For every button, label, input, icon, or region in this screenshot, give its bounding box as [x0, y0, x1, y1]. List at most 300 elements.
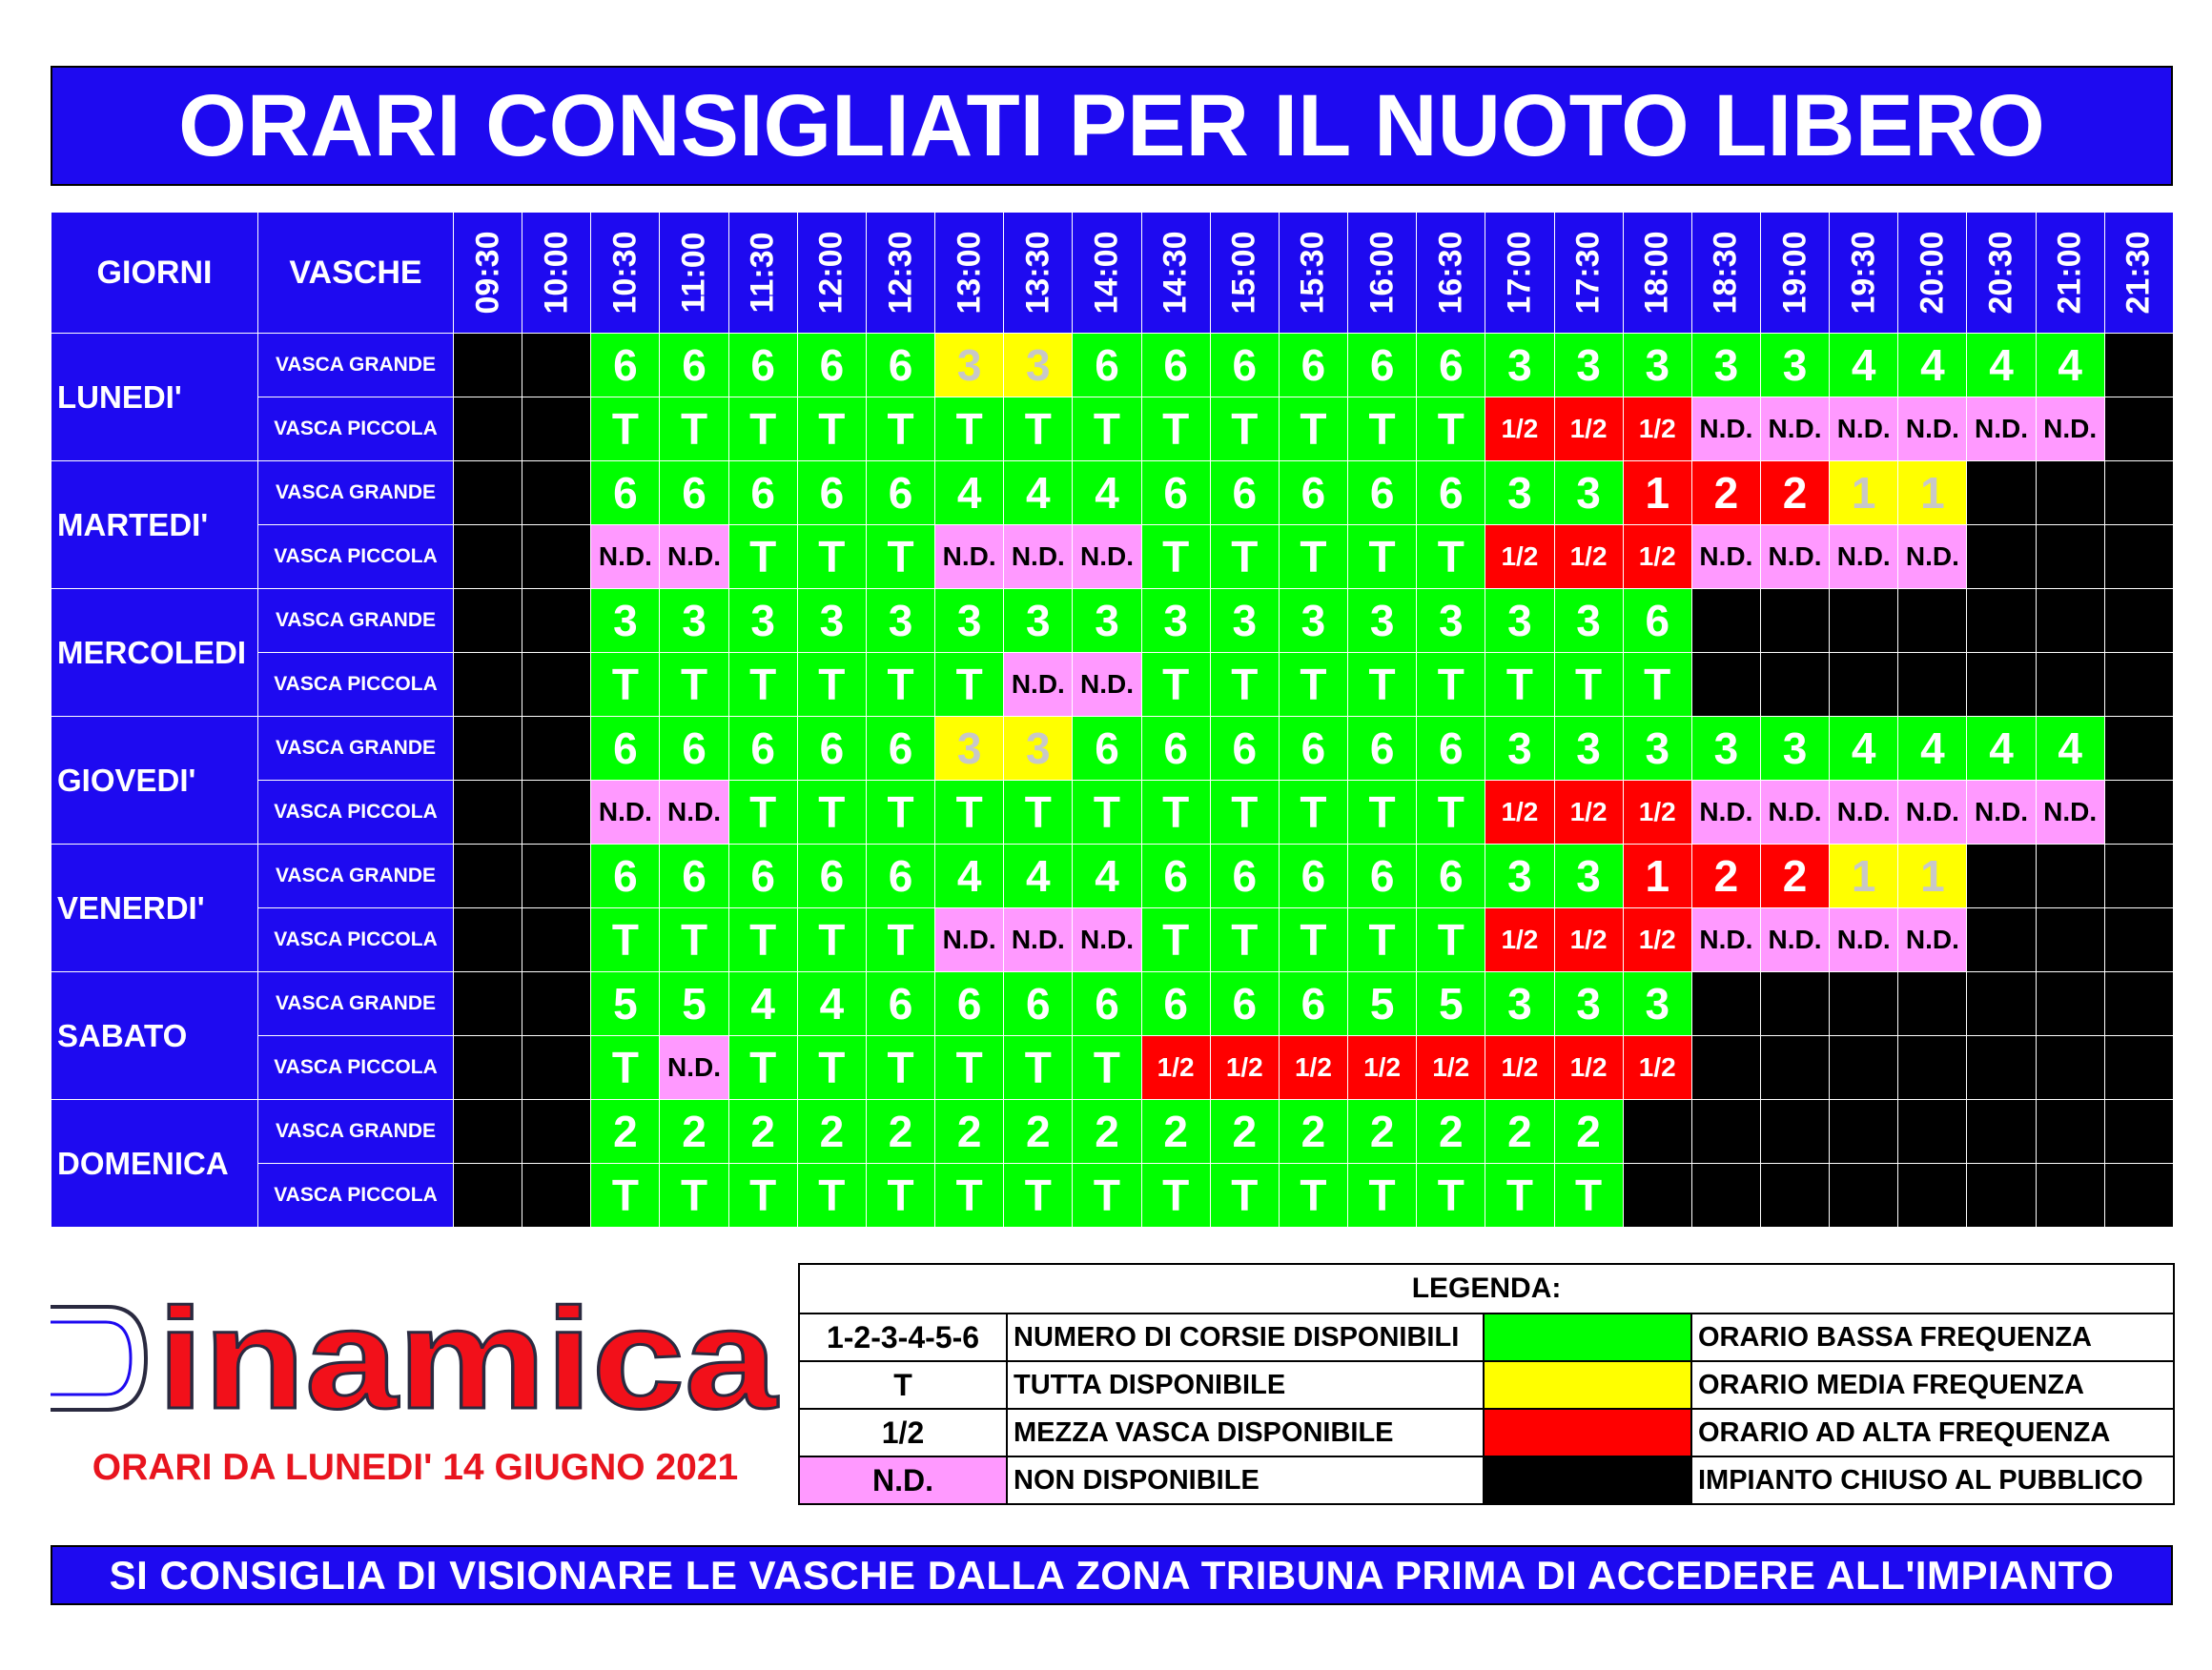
time-header: 20:00 — [1898, 213, 1967, 334]
schedule-cell: 3 — [1623, 717, 1691, 781]
schedule-cell: 3 — [1554, 334, 1623, 397]
pool-label: VASCA PICCOLA — [258, 908, 454, 972]
schedule-cell: 6 — [660, 334, 728, 397]
schedule-cell: N.D. — [1830, 908, 1898, 972]
schedule-cell — [454, 1036, 522, 1100]
schedule-cell: 6 — [591, 334, 660, 397]
schedule-cell: N.D. — [1073, 653, 1141, 717]
schedule-cell: 2 — [1004, 1100, 1073, 1164]
schedule-cell: 6 — [728, 334, 797, 397]
schedule-cell: T — [797, 397, 866, 461]
schedule-cell: 1/2 — [1417, 1036, 1485, 1100]
schedule-cell: 2 — [728, 1100, 797, 1164]
schedule-cell — [1623, 1100, 1691, 1164]
schedule-cell: T — [1417, 908, 1485, 972]
schedule-cell: 6 — [797, 334, 866, 397]
schedule-row — [51, 781, 2174, 845]
legend-symbol: 1/2 — [799, 1409, 1007, 1456]
schedule-cell: 3 — [1485, 589, 1554, 653]
schedule-row — [51, 717, 2174, 781]
schedule-cell: 2 — [1485, 1100, 1554, 1164]
schedule-cell — [2036, 1036, 2104, 1100]
schedule-cell: 6 — [1210, 717, 1279, 781]
schedule-cell — [2104, 972, 2173, 1036]
schedule-cell: 4 — [2036, 717, 2104, 781]
page-title: ORARI CONSIGLIATI PER IL NUOTO LIBERO — [51, 66, 2173, 186]
schedule-cell: 1/2 — [1554, 397, 1623, 461]
schedule-cell — [1967, 461, 2036, 525]
schedule-cell — [1760, 1036, 1829, 1100]
schedule-cell: N.D. — [1898, 525, 1967, 589]
schedule-cell: 2 — [1760, 461, 1829, 525]
legend-symbol: T — [799, 1361, 1007, 1409]
schedule-cell: T — [728, 397, 797, 461]
schedule-cell: 6 — [1279, 461, 1347, 525]
schedule-cell: 1 — [1830, 461, 1898, 525]
schedule-cell — [2104, 717, 2173, 781]
legend-color-meaning: ORARIO BASSA FREQUENZA — [1691, 1314, 2174, 1361]
schedule-row — [51, 908, 2174, 972]
legend-symbol: 1-2-3-4-5-6 — [799, 1314, 1007, 1361]
schedule-cell: N.D. — [2036, 397, 2104, 461]
schedule-cell: T — [660, 1164, 728, 1228]
schedule-cell: 3 — [1279, 589, 1347, 653]
schedule-cell: 2 — [660, 1100, 728, 1164]
pool-label: VASCA GRANDE — [258, 717, 454, 781]
schedule-cell: 2 — [935, 1100, 1004, 1164]
schedule-cell: T — [591, 397, 660, 461]
schedule-cell — [1967, 589, 2036, 653]
schedule-cell — [2104, 461, 2173, 525]
schedule-cell: T — [1004, 781, 1073, 845]
schedule-cell: T — [728, 1036, 797, 1100]
schedule-cell: T — [866, 908, 934, 972]
time-header: 15:00 — [1210, 213, 1279, 334]
schedule-cell — [522, 1036, 591, 1100]
schedule-cell: T — [1417, 525, 1485, 589]
schedule-cell — [2104, 653, 2173, 717]
schedule-cell: N.D. — [1898, 781, 1967, 845]
schedule-row — [51, 1100, 2174, 1164]
schedule-cell: T — [1623, 653, 1691, 717]
time-header: 12:30 — [866, 213, 934, 334]
schedule-cell: 6 — [1348, 845, 1417, 908]
schedule-cell: 1/2 — [1210, 1036, 1279, 1100]
schedule-cell: 1/2 — [1485, 781, 1554, 845]
schedule-cell — [2104, 908, 2173, 972]
schedule-cell: 6 — [866, 461, 934, 525]
time-header: 13:30 — [1004, 213, 1073, 334]
schedule-cell: T — [1279, 525, 1347, 589]
schedule-cell: T — [1210, 653, 1279, 717]
schedule-cell: N.D. — [1691, 781, 1760, 845]
schedule-cell — [1830, 1100, 1898, 1164]
schedule-cell: 1/2 — [1485, 525, 1554, 589]
schedule-cell: T — [1141, 525, 1210, 589]
schedule-cell: T — [591, 1164, 660, 1228]
schedule-cell: 6 — [728, 717, 797, 781]
schedule-cell: 3 — [1485, 717, 1554, 781]
schedule-cell — [2036, 461, 2104, 525]
schedule-cell: 3 — [1141, 589, 1210, 653]
schedule-cell: 1 — [1830, 845, 1898, 908]
day-label: SABATO — [51, 972, 258, 1100]
schedule-cell — [2104, 1164, 2173, 1228]
schedule-cell — [1967, 972, 2036, 1036]
schedule-cell: 6 — [797, 717, 866, 781]
schedule-cell: T — [660, 908, 728, 972]
schedule-cell: 1/2 — [1485, 397, 1554, 461]
schedule-cell: 6 — [1279, 334, 1347, 397]
schedule-cell: 2 — [1073, 1100, 1141, 1164]
legend-color-meaning: IMPIANTO CHIUSO AL PUBBLICO — [1691, 1456, 2174, 1504]
schedule-cell: T — [1073, 397, 1141, 461]
schedule-cell — [1898, 653, 1967, 717]
schedule-cell: 6 — [797, 461, 866, 525]
schedule-cell: T — [1348, 397, 1417, 461]
pool-label: VASCA GRANDE — [258, 845, 454, 908]
schedule-cell — [522, 717, 591, 781]
day-label: MARTEDI' — [51, 461, 258, 589]
schedule-cell: 1/2 — [1485, 1036, 1554, 1100]
schedule-cell: 6 — [1141, 972, 1210, 1036]
schedule-cell — [1898, 589, 1967, 653]
schedule-cell: T — [797, 781, 866, 845]
header-giorni: GIORNI — [51, 213, 258, 334]
schedule-cell: 2 — [1691, 461, 1760, 525]
schedule-cell — [2036, 972, 2104, 1036]
schedule-cell: 3 — [1554, 972, 1623, 1036]
schedule-cell — [454, 397, 522, 461]
dinamica-logo — [51, 1301, 780, 1415]
time-header: 18:00 — [1623, 213, 1691, 334]
schedule-cell: 3 — [935, 589, 1004, 653]
schedule-cell: N.D. — [1691, 908, 1760, 972]
schedule-cell: 3 — [1348, 589, 1417, 653]
schedule-cell: 5 — [591, 972, 660, 1036]
pool-label: VASCA GRANDE — [258, 461, 454, 525]
schedule-cell: 4 — [1830, 334, 1898, 397]
schedule-cell: 1 — [1898, 845, 1967, 908]
schedule-cell: N.D. — [660, 525, 728, 589]
schedule-cell: 6 — [1417, 717, 1485, 781]
schedule-cell — [2104, 525, 2173, 589]
schedule-cell: N.D. — [1691, 397, 1760, 461]
schedule-cell: T — [1348, 908, 1417, 972]
legend-color-swatch — [1484, 1314, 1691, 1361]
start-date-note: ORARI DA LUNEDI' 14 GIUGNO 2021 — [92, 1447, 739, 1488]
schedule-cell: 6 — [591, 461, 660, 525]
schedule-cell — [454, 653, 522, 717]
schedule-cell: N.D. — [1760, 525, 1829, 589]
schedule-cell — [522, 461, 591, 525]
schedule-cell: 3 — [1485, 972, 1554, 1036]
schedule-cell: 6 — [1348, 334, 1417, 397]
time-header: 16:00 — [1348, 213, 1417, 334]
schedule-cell: 3 — [866, 589, 934, 653]
schedule-cell: 3 — [1554, 589, 1623, 653]
day-label: GIOVEDI' — [51, 717, 258, 845]
schedule-cell — [1830, 589, 1898, 653]
time-header: 15:30 — [1279, 213, 1347, 334]
schedule-cell: 2 — [797, 1100, 866, 1164]
time-header: 14:00 — [1073, 213, 1141, 334]
schedule-cell: N.D. — [1830, 781, 1898, 845]
schedule-cell: T — [660, 397, 728, 461]
schedule-cell: 6 — [1417, 334, 1485, 397]
schedule-cell: T — [1210, 781, 1279, 845]
pool-label: VASCA PICCOLA — [258, 781, 454, 845]
schedule-cell: 2 — [1210, 1100, 1279, 1164]
schedule-cell: N.D. — [1830, 397, 1898, 461]
time-header: 13:00 — [935, 213, 1004, 334]
schedule-cell: N.D. — [1073, 525, 1141, 589]
schedule-cell — [2104, 589, 2173, 653]
schedule-cell: 3 — [935, 334, 1004, 397]
schedule-cell: N.D. — [1073, 908, 1141, 972]
schedule-cell: 3 — [1691, 717, 1760, 781]
schedule-cell: 6 — [1279, 845, 1347, 908]
schedule-cell: T — [935, 1036, 1004, 1100]
schedule-cell: N.D. — [935, 908, 1004, 972]
schedule-cell: T — [1279, 653, 1347, 717]
schedule-cell — [1967, 1036, 2036, 1100]
schedule-cell: 4 — [797, 972, 866, 1036]
schedule-cell: T — [1004, 1164, 1073, 1228]
schedule-cell — [1967, 1164, 2036, 1228]
pool-label: VASCA GRANDE — [258, 589, 454, 653]
schedule-cell: T — [1348, 781, 1417, 845]
time-header: 17:30 — [1554, 213, 1623, 334]
schedule-cell — [1691, 589, 1760, 653]
schedule-cell — [454, 525, 522, 589]
schedule-cell: 3 — [660, 589, 728, 653]
svg-text:inamica: inamica — [157, 1301, 779, 1415]
schedule-cell: 4 — [2036, 334, 2104, 397]
legend-color-swatch — [1484, 1409, 1691, 1456]
schedule-cell — [522, 908, 591, 972]
schedule-cell: 1/2 — [1348, 1036, 1417, 1100]
schedule-cell — [522, 972, 591, 1036]
header-vasche: VASCHE — [258, 213, 454, 334]
pool-label: VASCA GRANDE — [258, 1100, 454, 1164]
schedule-cell: T — [1348, 1164, 1417, 1228]
schedule-cell: T — [1141, 1164, 1210, 1228]
schedule-cell — [1691, 972, 1760, 1036]
schedule-cell: T — [1554, 1164, 1623, 1228]
schedule-cell: 3 — [1004, 589, 1073, 653]
schedule-cell: N.D. — [1691, 525, 1760, 589]
time-header: 21:30 — [2104, 213, 2173, 334]
schedule-cell: T — [935, 653, 1004, 717]
schedule-cell: 6 — [1623, 589, 1691, 653]
schedule-cell: 1/2 — [1554, 525, 1623, 589]
schedule-cell: 3 — [1554, 461, 1623, 525]
schedule-cell — [1967, 525, 2036, 589]
schedule-cell: 6 — [797, 845, 866, 908]
schedule-cell: 2 — [1348, 1100, 1417, 1164]
schedule-cell: T — [1348, 653, 1417, 717]
schedule-cell: 6 — [935, 972, 1004, 1036]
time-header-row — [51, 213, 2174, 334]
schedule-cell: T — [935, 397, 1004, 461]
schedule-cell: T — [1004, 397, 1073, 461]
schedule-cell — [2036, 1164, 2104, 1228]
schedule-cell: N.D. — [935, 525, 1004, 589]
schedule-cell — [454, 589, 522, 653]
schedule-cell — [1898, 1100, 1967, 1164]
schedule-cell: 6 — [660, 845, 728, 908]
schedule-cell: 1 — [1623, 461, 1691, 525]
schedule-cell: 1 — [1898, 461, 1967, 525]
schedule-cell — [454, 781, 522, 845]
schedule-cell: 1/2 — [1554, 781, 1623, 845]
schedule-cell: T — [1279, 908, 1347, 972]
schedule-cell — [1898, 972, 1967, 1036]
schedule-cell: 6 — [1348, 461, 1417, 525]
pool-label: VASCA PICCOLA — [258, 653, 454, 717]
schedule-cell: T — [1141, 908, 1210, 972]
schedule-cell: 5 — [1417, 972, 1485, 1036]
schedule-cell: 6 — [866, 334, 934, 397]
schedule-cell — [1760, 589, 1829, 653]
legend-color-swatch — [1484, 1361, 1691, 1409]
schedule-cell: 1/2 — [1623, 1036, 1691, 1100]
schedule-cell: 4 — [1004, 845, 1073, 908]
schedule-cell: 4 — [935, 461, 1004, 525]
schedule-cell: 4 — [1967, 717, 2036, 781]
legend-color-meaning: ORARIO AD ALTA FREQUENZA — [1691, 1409, 2174, 1456]
schedule-cell: T — [1073, 1036, 1141, 1100]
schedule-cell: N.D. — [1004, 908, 1073, 972]
schedule-cell: N.D. — [591, 781, 660, 845]
time-header: 11:30 — [728, 213, 797, 334]
schedule-cell: T — [591, 653, 660, 717]
schedule-cell: T — [1210, 397, 1279, 461]
schedule-cell: T — [728, 908, 797, 972]
schedule-cell: T — [1485, 653, 1554, 717]
schedule-cell: 4 — [1967, 334, 2036, 397]
schedule-cell: N.D. — [1004, 653, 1073, 717]
schedule-cell: N.D. — [1898, 908, 1967, 972]
schedule-cell: 3 — [935, 717, 1004, 781]
schedule-row — [51, 1164, 2174, 1228]
legend-color-swatch — [1484, 1456, 1691, 1504]
schedule-cell — [454, 1100, 522, 1164]
schedule-row — [51, 972, 2174, 1036]
schedule-cell: T — [591, 1036, 660, 1100]
legend-row — [799, 1314, 2174, 1361]
time-header: 10:00 — [522, 213, 591, 334]
schedule-cell — [2036, 589, 2104, 653]
schedule-cell: 3 — [1623, 334, 1691, 397]
schedule-cell — [1691, 653, 1760, 717]
legend-row — [799, 1409, 2174, 1456]
schedule-cell: 1 — [1623, 845, 1691, 908]
schedule-cell — [454, 334, 522, 397]
schedule-cell: 6 — [1141, 717, 1210, 781]
schedule-cell: 1/2 — [1623, 397, 1691, 461]
schedule-cell: T — [1485, 1164, 1554, 1228]
schedule-cell: 6 — [1141, 334, 1210, 397]
schedule-cell: 4 — [1073, 461, 1141, 525]
schedule-cell: 3 — [1623, 972, 1691, 1036]
schedule-cell — [1967, 845, 2036, 908]
schedule-cell — [2104, 1100, 2173, 1164]
time-header: 10:30 — [591, 213, 660, 334]
time-header: 16:30 — [1417, 213, 1485, 334]
schedule-cell — [522, 525, 591, 589]
schedule-cell: T — [591, 908, 660, 972]
schedule-cell: 6 — [1073, 334, 1141, 397]
day-label: MERCOLEDI — [51, 589, 258, 717]
schedule-cell: T — [935, 1164, 1004, 1228]
pool-label: VASCA GRANDE — [258, 334, 454, 397]
schedule-cell — [1760, 1164, 1829, 1228]
schedule-cell: 6 — [866, 845, 934, 908]
schedule-cell: T — [797, 653, 866, 717]
time-header: 19:00 — [1760, 213, 1829, 334]
schedule-cell: 6 — [591, 845, 660, 908]
schedule-cell: 6 — [1073, 717, 1141, 781]
schedule-cell: 3 — [728, 589, 797, 653]
schedule-cell: 2 — [1760, 845, 1829, 908]
schedule-cell — [1691, 1164, 1760, 1228]
footer-note: SI CONSIGLIA DI VISIONARE LE VASCHE DALLA ZONA TRIBUNA PRIMA DI ACCEDERE ALL'IMPIANTO — [51, 1545, 2173, 1605]
schedule-cell: 3 — [1760, 717, 1829, 781]
schedule-cell — [1830, 1036, 1898, 1100]
schedule-cell: 6 — [866, 717, 934, 781]
schedule-cell — [1967, 653, 2036, 717]
schedule-cell: N.D. — [1760, 781, 1829, 845]
schedule-cell: T — [1279, 397, 1347, 461]
schedule-cell: T — [797, 525, 866, 589]
schedule-row — [51, 461, 2174, 525]
schedule-cell: T — [1141, 781, 1210, 845]
schedule-cell: T — [1417, 653, 1485, 717]
schedule-cell: 6 — [1073, 972, 1141, 1036]
schedule-cell — [2104, 397, 2173, 461]
schedule-cell — [2036, 653, 2104, 717]
legend-title: LEGENDA: — [799, 1264, 2174, 1314]
schedule-cell: N.D. — [1004, 525, 1073, 589]
schedule-cell: 6 — [866, 972, 934, 1036]
schedule-cell — [1830, 1164, 1898, 1228]
schedule-cell: 4 — [1830, 717, 1898, 781]
schedule-cell — [522, 653, 591, 717]
schedule-cell: 3 — [1417, 589, 1485, 653]
schedule-cell — [1760, 972, 1829, 1036]
schedule-cell: 1/2 — [1141, 1036, 1210, 1100]
schedule-cell — [454, 908, 522, 972]
schedule-cell: 6 — [728, 845, 797, 908]
schedule-cell: T — [866, 525, 934, 589]
time-header: 21:00 — [2036, 213, 2104, 334]
schedule-cell: 6 — [660, 717, 728, 781]
legend-table — [798, 1263, 2175, 1505]
schedule-cell: T — [1554, 653, 1623, 717]
legend-symbol-meaning: NON DISPONIBILE — [1007, 1456, 1484, 1504]
schedule-cell — [522, 781, 591, 845]
schedule-cell: T — [1279, 781, 1347, 845]
schedule-cell: T — [1141, 653, 1210, 717]
schedule-cell: 3 — [1554, 845, 1623, 908]
schedule-cell: 2 — [1554, 1100, 1623, 1164]
schedule-cell: T — [1210, 908, 1279, 972]
schedule-cell: 2 — [866, 1100, 934, 1164]
schedule-cell — [1967, 1100, 2036, 1164]
schedule-cell: 6 — [1141, 845, 1210, 908]
